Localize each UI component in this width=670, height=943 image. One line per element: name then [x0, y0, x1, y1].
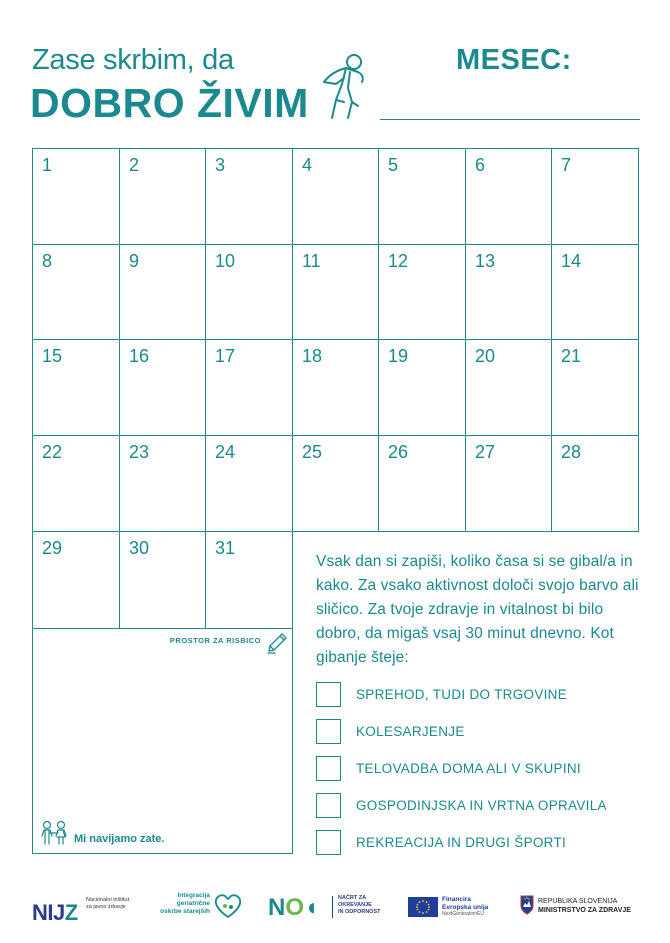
calendar-day-number: 13 — [475, 251, 496, 271]
month-input-line[interactable] — [380, 119, 640, 120]
calendar-day-number: 29 — [42, 538, 63, 558]
calendar-day-number: 8 — [42, 251, 53, 271]
eu-text — [442, 896, 512, 919]
geri-line1: Integracija — [177, 892, 210, 899]
calendar-day-cell[interactable] — [205, 244, 293, 340]
eu-line1: Financira — [442, 896, 471, 903]
activity-checkbox[interactable] — [316, 793, 341, 818]
heart-icon — [214, 893, 242, 919]
noo-logo — [268, 894, 319, 922]
calendar-day-number: 27 — [475, 442, 496, 462]
children-icon — [38, 820, 70, 846]
calendar-day-number: 12 — [388, 251, 409, 271]
calendar-day-number: 23 — [129, 442, 150, 462]
footer-logos — [0, 880, 670, 930]
eu-line3: NextGenerationEU — [442, 911, 484, 917]
noo-line3: IN ODPORNOST — [338, 909, 381, 915]
calendar-day-number: 25 — [302, 442, 323, 462]
calendar-day-number: 21 — [561, 346, 582, 366]
activity-item[interactable] — [316, 792, 646, 818]
calendar-day-cell[interactable] — [205, 531, 293, 629]
instructions-text: Vsak dan si zapiši, koliko časa si se gibal/a in kako. Za vsako aktivnost določi svojo barvo ali sličico. Za tvoje zdravje in vitalnost bi bilo dobro, da migaš vsaj 30 minut dnevno. Kot gibanje šteje: — [316, 553, 639, 666]
activity-item[interactable] — [316, 829, 646, 855]
calendar-day-cell[interactable] — [551, 339, 639, 436]
calendar-day-cell[interactable] — [292, 435, 379, 532]
calendar-day-number: 17 — [215, 346, 236, 366]
calendar-day-number: 5 — [388, 155, 399, 175]
activity-checkbox[interactable] — [316, 682, 341, 707]
calendar-day-cell[interactable] — [119, 339, 206, 436]
calendar-day-cell[interactable] — [465, 148, 552, 245]
calendar-day-number: 22 — [42, 442, 63, 462]
calendar-day-number: 24 — [215, 442, 236, 462]
noo-logo-n: N — [268, 894, 286, 921]
activity-label: SPREHOD, TUDI DO TRGOVINE — [356, 686, 568, 702]
calendar-day-number: 30 — [129, 538, 150, 558]
activity-checkbox[interactable] — [316, 756, 341, 781]
activity-label: KOLESARJENJE — [356, 723, 465, 739]
calendar-day-cell[interactable] — [205, 435, 293, 532]
calendar-day-cell[interactable] — [119, 148, 206, 245]
calendar-day-number: 16 — [129, 346, 150, 366]
calendar-day-number: 18 — [302, 346, 323, 366]
si-line1: REPUBLIKA SLOVENIJA — [538, 898, 618, 905]
nijz-line1: Nacionalni inštitut — [86, 897, 130, 903]
calendar-day-cell[interactable] — [551, 244, 639, 340]
calendar-day-cell[interactable] — [378, 435, 466, 532]
nijz-logo-main: NIJ — [32, 900, 65, 925]
nijz-logo — [32, 900, 78, 926]
calendar-day-cell[interactable] — [292, 148, 379, 245]
noo-text — [338, 895, 394, 916]
calendar-day-cell[interactable] — [32, 435, 120, 532]
calendar-day-number: 15 — [42, 346, 63, 366]
calendar-day-number: 31 — [215, 538, 236, 558]
calendar-day-number: 20 — [475, 346, 496, 366]
calendar-day-cell[interactable] — [205, 148, 293, 245]
calendar-day-number: 14 — [561, 251, 582, 271]
calendar-day-cell[interactable] — [32, 531, 120, 629]
calendar-day-number: 26 — [388, 442, 409, 462]
nijz-text — [86, 897, 146, 911]
geriatric-text — [148, 892, 210, 916]
calendar-day-cell[interactable] — [119, 531, 206, 629]
activity-item[interactable] — [316, 681, 646, 707]
calendar-day-cell[interactable] — [32, 244, 120, 340]
calendar-day-number: 28 — [561, 442, 582, 462]
si-line2: MINISTRSTVO ZA ZDRAVJE — [538, 907, 631, 914]
calendar-day-cell[interactable] — [465, 339, 552, 436]
calendar-day-cell[interactable] — [465, 435, 552, 532]
calendar-day-cell[interactable] — [292, 339, 379, 436]
calendar-day-cell[interactable] — [32, 339, 120, 436]
activity-item[interactable] — [316, 718, 646, 744]
calendar-day-cell[interactable] — [205, 339, 293, 436]
drawing-area[interactable] — [32, 628, 293, 854]
calendar-day-cell[interactable] — [465, 244, 552, 340]
activity-label: TELOVADBA DOMA ALI V SKUPINI — [356, 760, 581, 776]
cheer-text: Mi navijamo zate. — [74, 833, 165, 845]
activity-item[interactable] — [316, 755, 646, 781]
noo-logo-o: O — [285, 894, 305, 921]
activity-checkbox[interactable] — [316, 830, 341, 855]
slovenia-crest-icon — [520, 895, 534, 915]
geri-line3: oskrbe starejših — [160, 908, 210, 915]
calendar-day-number: 6 — [475, 155, 486, 175]
nijz-logo-z: Z — [64, 900, 78, 925]
activity-label: GOSPODINJSKA IN VRTNA OPRAVILA — [356, 797, 607, 813]
calendar-day-number: 3 — [215, 155, 226, 175]
stretching-person-icon — [314, 44, 376, 122]
noo-line1: NAČRT ZA — [338, 895, 367, 901]
calendar-day-cell[interactable] — [119, 435, 206, 532]
calendar-day-number: 10 — [215, 251, 236, 271]
geri-line2: geriatrične — [176, 900, 210, 907]
calendar-day-number: 4 — [302, 155, 313, 175]
calendar-day-cell[interactable] — [32, 148, 120, 245]
calendar-day-number: 11 — [302, 251, 321, 271]
calendar-day-number: 19 — [388, 346, 409, 366]
drawing-area-label: PROSTOR ZA RISBICO — [169, 636, 261, 645]
nijz-line2: za javno zdravje — [86, 904, 126, 910]
calendar-day-number: 1 — [42, 155, 53, 175]
title-line1: Zase skrbim, da — [32, 44, 234, 76]
ministry-text — [538, 897, 658, 915]
pencil-icon — [265, 631, 289, 655]
calendar-day-number: 7 — [561, 155, 572, 175]
calendar-day-cell[interactable] — [378, 148, 466, 245]
activity-label: REKREACIJA IN DRUGI ŠPORTI — [356, 834, 567, 850]
calendar-day-cell[interactable] — [119, 244, 206, 340]
eu-line2: Evropska unija — [442, 903, 489, 911]
noo-line2: OKREVANJE — [338, 902, 372, 908]
noo-logo-c: ◖ — [304, 894, 319, 921]
calendar-day-cell[interactable] — [292, 244, 379, 340]
calendar-day-cell[interactable] — [378, 339, 466, 436]
title-line2: DOBRO ŽIVIM — [30, 80, 309, 126]
eu-flag-icon — [408, 897, 438, 917]
calendar-day-number: 9 — [129, 251, 140, 271]
activity-checkbox[interactable] — [316, 719, 341, 744]
calendar-day-cell[interactable] — [551, 435, 639, 532]
month-label: MESEC: — [456, 44, 572, 76]
calendar-day-cell[interactable] — [378, 244, 466, 340]
calendar-day-cell[interactable] — [551, 148, 639, 245]
noo-divider — [332, 896, 333, 918]
calendar-day-number: 2 — [129, 155, 140, 175]
